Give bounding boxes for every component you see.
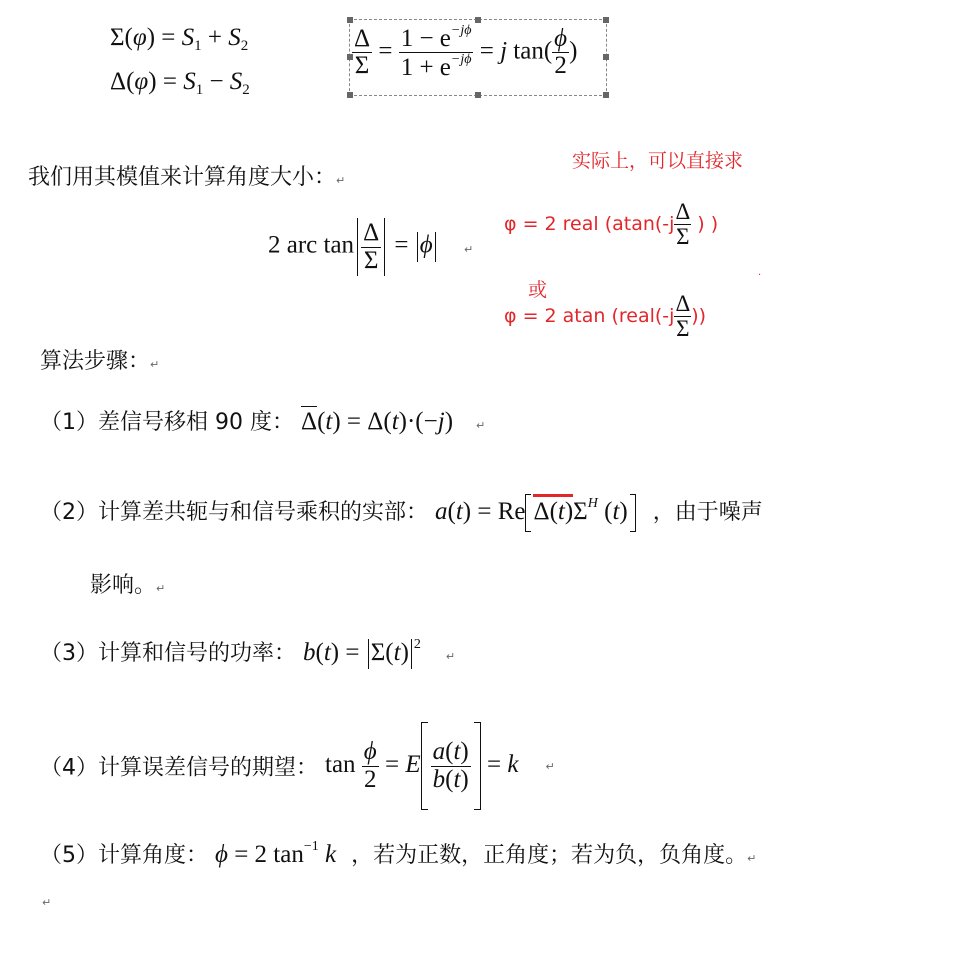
resize-handle-br[interactable] <box>603 92 609 98</box>
step-2-continuation: 影响。↵ <box>90 573 166 598</box>
step-4: （4）计算误差信号的期望： tan $\frac{\phi}{2}$ = E $\frac{a(t)}{b(t)}$ = k ↵ <box>40 722 555 810</box>
sum-equation: $\Sigma(\varphi) = S_1 + S_2$ <box>110 24 249 54</box>
step-1: （1）差信号移相 90 度： Δ(t) = Δ(t)·(−j) ↵ <box>40 408 486 435</box>
selected-equation-object[interactable] <box>349 19 607 96</box>
step-2-equation: a(t) = Re $\Delta(t)\Sigma^H$ (t) <box>435 498 636 525</box>
annotation-dot: · <box>758 270 762 281</box>
resize-handle-bl[interactable] <box>347 92 353 98</box>
steps-title: 算法步骤：↵ <box>40 349 160 374</box>
annotation-formula-1: φ = 2 real (atan(-j $\frac{\Delta}{\Sigma}$ ) ) <box>504 199 719 250</box>
difference-equation: $\Delta(\varphi) = S_1 - S_2$ <box>110 68 250 98</box>
ratio-equation: $\frac{\Delta}{\Sigma}$ = $\frac{1 - e^{-j\phi}}{1 + e^{-j\phi}}$ = j tan( $\frac{\phi}{2}$ ) <box>354 23 578 82</box>
resize-handle-mr[interactable] <box>603 54 609 60</box>
annotation-or: 或 <box>528 279 548 301</box>
step-5: （5）计算角度： ϕ = 2 $\tan^{-1} k$ ，若为正数，正角度；若为负，负角度。↵ <box>40 839 757 868</box>
annotation-note: 实际上，可以直接求 <box>572 150 744 172</box>
modulus-intro-text: 我们用其模值来计算角度大小：↵ <box>28 165 346 190</box>
arctan-equation: 2 arc tan $\frac{\Delta}{\Sigma}$ = ϕ ↵ <box>268 218 473 276</box>
step-3-equation: b(t) = Σ(t) $^2$ <box>303 639 421 666</box>
empty-paragraph-mark: ↵ <box>42 896 52 909</box>
step-4-equation: tan $\frac{\phi}{2}$ = E $\frac{a(t)}{b(t)}$ = k <box>325 751 518 778</box>
step-3: （3）计算和信号的功率： b(t) = Σ(t) $^2$ ↵ <box>40 636 455 669</box>
resize-handle-tm[interactable] <box>475 17 481 23</box>
resize-handle-tl[interactable] <box>347 17 353 23</box>
resize-handle-bm[interactable] <box>475 92 481 98</box>
resize-handle-tr[interactable] <box>603 17 609 23</box>
step-1-equation: Δ(t) = Δ(t)·(−j) <box>300 408 454 435</box>
step-2: （2）计算差共轭与和信号乘积的实部： a(t) = Re $\Delta(t)\Sigma^H$ (t) ，由于噪声 <box>40 494 763 532</box>
annotation-formula-2: φ = 2 atan (real(-j $\frac{\Delta}{\Sigma}$ )) <box>504 291 707 342</box>
step-5-equation: ϕ = 2 $\tan^{-1} k$ <box>215 839 337 868</box>
